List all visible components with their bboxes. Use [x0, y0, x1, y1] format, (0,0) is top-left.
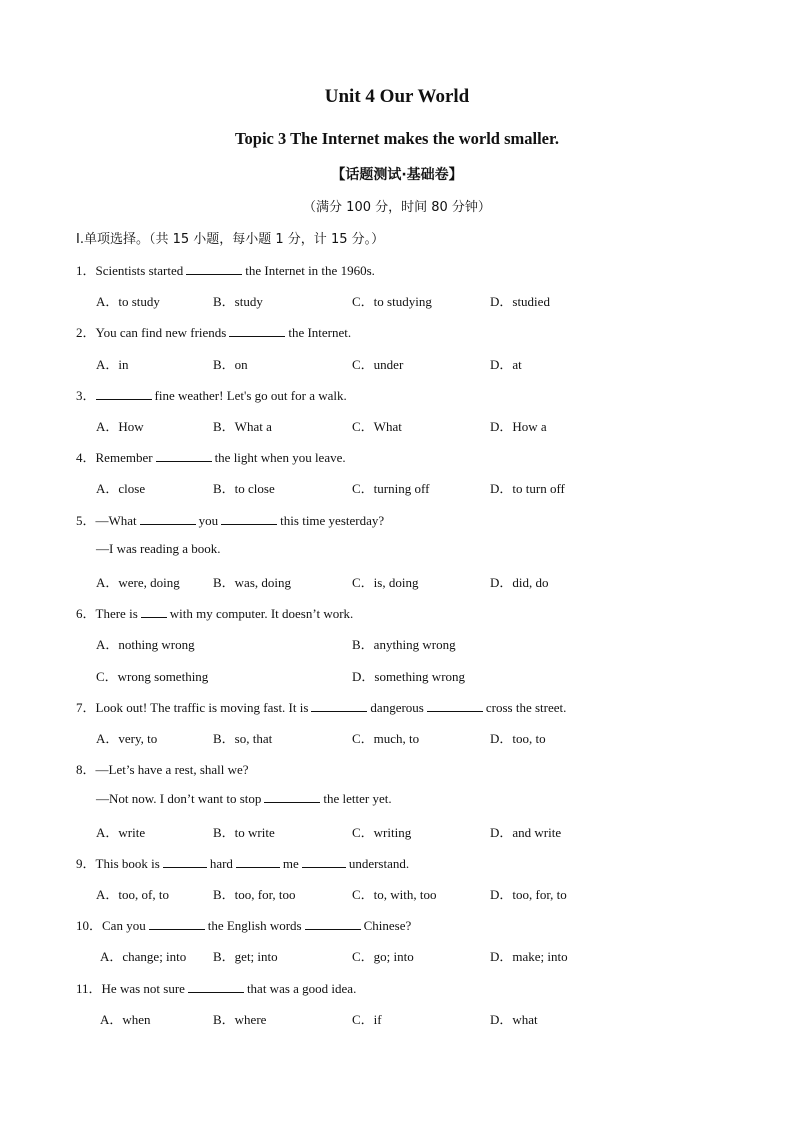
question-text: —Let’s have a rest, shall we? [95, 762, 249, 777]
question-number: 11． [76, 981, 102, 996]
answer-blank [141, 605, 167, 618]
answer-blank [186, 262, 242, 275]
question-text: the Internet. [288, 325, 352, 340]
question-5 [76, 510, 384, 529]
option-d: D．at [490, 357, 522, 372]
question-number: 4． [76, 450, 96, 465]
question-text: with my computer. It doesn’t work. [169, 606, 354, 621]
option-b: B．to close [213, 481, 275, 496]
question-text: Can you [102, 918, 146, 933]
option-c: C．turning off [352, 481, 430, 496]
option-c: C．much, to [352, 731, 420, 746]
question-5-reply: —I was reading a book. [96, 541, 221, 556]
unit-title: Unit 4 Our World [324, 86, 470, 107]
option-d: D．studied [490, 294, 550, 309]
question-number: 2． [76, 325, 96, 340]
option-d: D．and write [490, 825, 562, 840]
option-b: B．was, doing [213, 575, 292, 590]
answer-blank [427, 699, 483, 712]
question-number: 1． [76, 263, 96, 278]
question-text: cross the street. [485, 700, 567, 715]
question-text: the English words [207, 918, 302, 933]
option-b: B．anything wrong [352, 637, 456, 652]
question-6 [76, 603, 353, 622]
option-b: B．on [213, 357, 248, 372]
question-text: dangerous [370, 700, 424, 715]
option-d: D．something wrong [352, 669, 466, 684]
answer-blank [96, 387, 152, 400]
question-number: 8． [76, 762, 96, 777]
question-number: 3． [76, 388, 96, 403]
question-text: This book is [95, 856, 160, 871]
option-a: A．too, of, to [96, 887, 169, 902]
option-b: B．where [213, 1012, 267, 1027]
option-a: A．write [96, 825, 146, 840]
option-d: D．How a [490, 419, 547, 434]
question-text: the Internet in the 1960s. [245, 263, 375, 278]
question-8-reply [96, 790, 392, 807]
option-a: A．How [96, 419, 144, 434]
answer-blank [188, 980, 244, 993]
answer-blank [163, 855, 207, 868]
option-d: D．what [490, 1012, 538, 1027]
question-7 [76, 697, 566, 716]
option-c: C．wrong something [96, 669, 209, 684]
option-a: A．very, to [96, 731, 158, 746]
option-a: A．nothing wrong [96, 637, 195, 652]
option-c: C．if [352, 1012, 382, 1027]
question-number: 7． [76, 700, 96, 715]
option-a: A．were, doing [96, 575, 180, 590]
question-number: 10． [76, 918, 103, 933]
question-text: the light when you leave. [214, 450, 346, 465]
question-text: Look out! The traffic is moving fast. It is [95, 700, 309, 715]
question-text: understand. [348, 856, 410, 871]
option-c: C．is, doing [352, 575, 419, 590]
question-4 [76, 447, 346, 466]
question-text: the letter yet. [323, 791, 392, 806]
question-text: fine weather! Let's go out for a walk. [154, 388, 347, 403]
question-number: 5． [76, 513, 96, 528]
answer-blank [149, 917, 205, 930]
question-number: 6． [76, 606, 96, 621]
option-d: D．too, to [490, 731, 546, 746]
option-c: C．go; into [352, 949, 414, 964]
score-info: （满分 100 分，时间 80 分钟） [303, 200, 491, 215]
option-d: D．make; into [490, 949, 568, 964]
answer-blank [140, 512, 196, 525]
answer-blank [156, 449, 212, 462]
option-d: D．did, do [490, 575, 549, 590]
question-11 [76, 978, 356, 997]
option-c: C．writing [352, 825, 412, 840]
option-d: D．too, for, to [490, 887, 567, 902]
question-text: that was a good idea. [246, 981, 357, 996]
question-1 [76, 260, 375, 279]
question-9 [76, 853, 409, 872]
question-text: There is [95, 606, 138, 621]
option-d: D．to turn off [490, 481, 565, 496]
question-text: —What [95, 513, 137, 528]
option-b: B．get; into [213, 949, 278, 964]
answer-blank [236, 855, 280, 868]
option-b: B．so, that [213, 731, 273, 746]
question-text: You can find new friends [95, 325, 227, 340]
question-text: He was not sure [101, 981, 185, 996]
question-3 [76, 385, 347, 404]
answer-blank [221, 512, 277, 525]
answer-blank [229, 324, 285, 337]
question-2 [76, 322, 351, 341]
answer-blank [311, 699, 367, 712]
test-label: 【话题测试·基础卷】 [331, 167, 463, 183]
question-text: this time yesterday? [280, 513, 385, 528]
answer-blank [305, 917, 361, 930]
topic-title: Topic 3 The Internet makes the world smaller. [235, 129, 559, 148]
option-b: B．What a [213, 419, 272, 434]
option-b: B．too, for, too [213, 887, 296, 902]
question-text: —Not now. I don’t want to stop [96, 791, 262, 806]
option-a: A．to study [96, 294, 160, 309]
option-b: B．to write [213, 825, 275, 840]
question-text: Chinese? [363, 918, 412, 933]
option-a: A．when [100, 1012, 151, 1027]
question-number: 9． [76, 856, 96, 871]
option-b: B．study [213, 294, 263, 309]
option-a: A．close [96, 481, 146, 496]
option-a: A．change; into [100, 949, 187, 964]
question-text: you [198, 513, 219, 528]
answer-blank [264, 790, 320, 803]
question-text: hard [209, 856, 233, 871]
question-text: me [282, 856, 299, 871]
option-c: C．under [352, 357, 404, 372]
option-c: C．to, with, too [352, 887, 437, 902]
option-c: C．What [352, 419, 402, 434]
question-text: Remember [95, 450, 153, 465]
option-c: C．to studying [352, 294, 432, 309]
section-title: I.单项选择。（共 15 小题，每小题 1 分，计 15 分。） [76, 232, 385, 247]
answer-blank [302, 855, 346, 868]
question-text: Scientists started [95, 263, 184, 278]
question-8 [76, 759, 249, 778]
question-10 [76, 915, 411, 934]
option-a: A．in [96, 357, 129, 372]
